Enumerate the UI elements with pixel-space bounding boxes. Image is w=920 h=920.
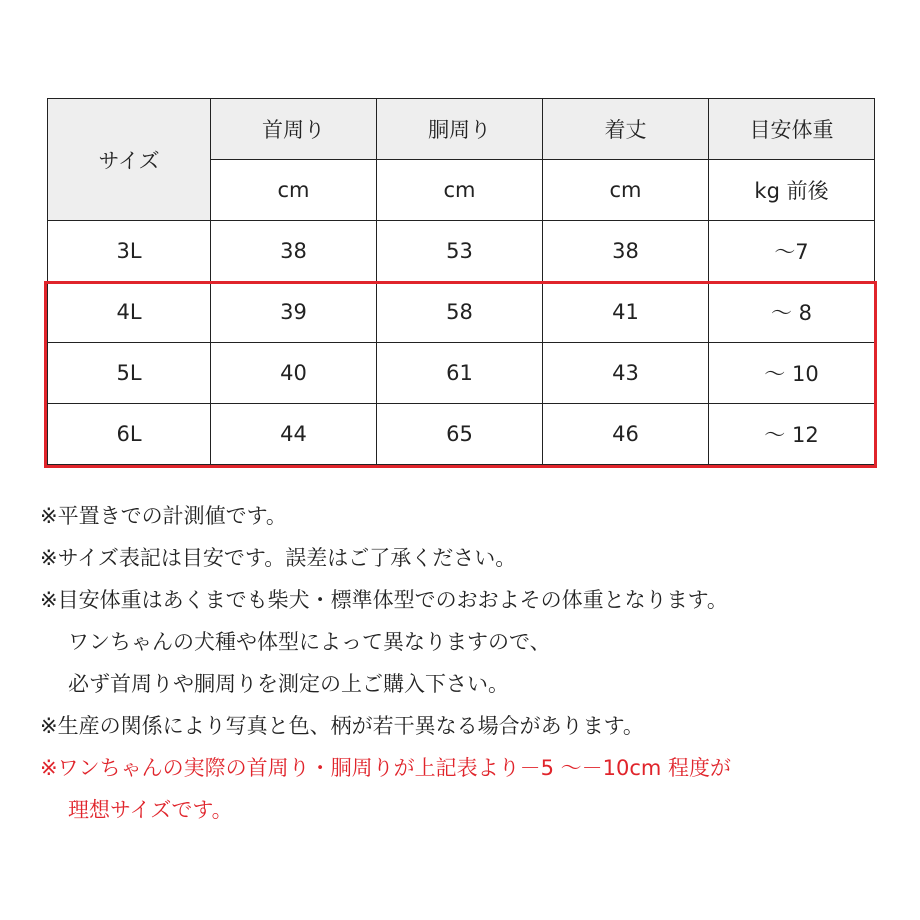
table-row — [48, 343, 875, 404]
size-header: サイズ — [48, 99, 211, 221]
length-cell: 38 — [543, 221, 709, 282]
neck-cell: 44 — [211, 404, 377, 465]
weight-cell: ～ 8 — [709, 282, 875, 343]
body-cell: 65 — [377, 404, 543, 465]
length-cell: 43 — [543, 343, 709, 404]
note-line: ※サイズ表記は目安です。誤差はご了承ください。 — [40, 546, 517, 570]
size-cell: 5L — [48, 343, 211, 404]
table-row — [48, 221, 875, 282]
note-line-highlight: 理想サイズです。 — [68, 798, 233, 822]
note-line: 必ず首周りや胴周りを測定の上ご購入下さい。 — [68, 672, 509, 696]
note-line: ※平置きでの計測値です。 — [40, 504, 287, 528]
weight-cell: ～ 10 — [709, 343, 875, 404]
length-cell: 46 — [543, 404, 709, 465]
neck-cell: 40 — [211, 343, 377, 404]
body-cell: 61 — [377, 343, 543, 404]
weight-header: 目安体重 — [709, 99, 875, 160]
neck-cell: 39 — [211, 282, 377, 343]
length-header: 着丈 — [543, 99, 709, 160]
body-cell: 58 — [377, 282, 543, 343]
neck-unit: cm — [211, 160, 377, 221]
size-cell: 4L — [48, 282, 211, 343]
note-line: ※目安体重はあくまでも柴犬・標準体型でのおおよその体重となります。 — [40, 588, 728, 612]
size-cell: 6L — [48, 404, 211, 465]
length-cell: 41 — [543, 282, 709, 343]
size-cell: 3L — [48, 221, 211, 282]
length-unit: cm — [543, 160, 709, 221]
weight-unit: kg 前後 — [709, 160, 875, 221]
table-row — [48, 404, 875, 465]
weight-cell: ～ 12 — [709, 404, 875, 465]
note-line-highlight: ※ワンちゃんの実際の首周り・胴周りが上記表より－5 ～－10cm 程度が — [40, 756, 732, 780]
header-row — [48, 99, 875, 160]
weight-cell: ～7 — [709, 221, 875, 282]
body-header: 胴周り — [377, 99, 543, 160]
note-line: ※生産の関係により写真と色、柄が若干異なる場合があります。 — [40, 714, 644, 738]
notes-list — [40, 495, 900, 831]
size-table — [47, 98, 875, 465]
neck-cell: 38 — [211, 221, 377, 282]
neck-header: 首周り — [211, 99, 377, 160]
note-line: ワンちゃんの犬種や体型によって異なりますので、 — [68, 630, 551, 654]
body-unit: cm — [377, 160, 543, 221]
table-row — [48, 282, 875, 343]
body-cell: 53 — [377, 221, 543, 282]
